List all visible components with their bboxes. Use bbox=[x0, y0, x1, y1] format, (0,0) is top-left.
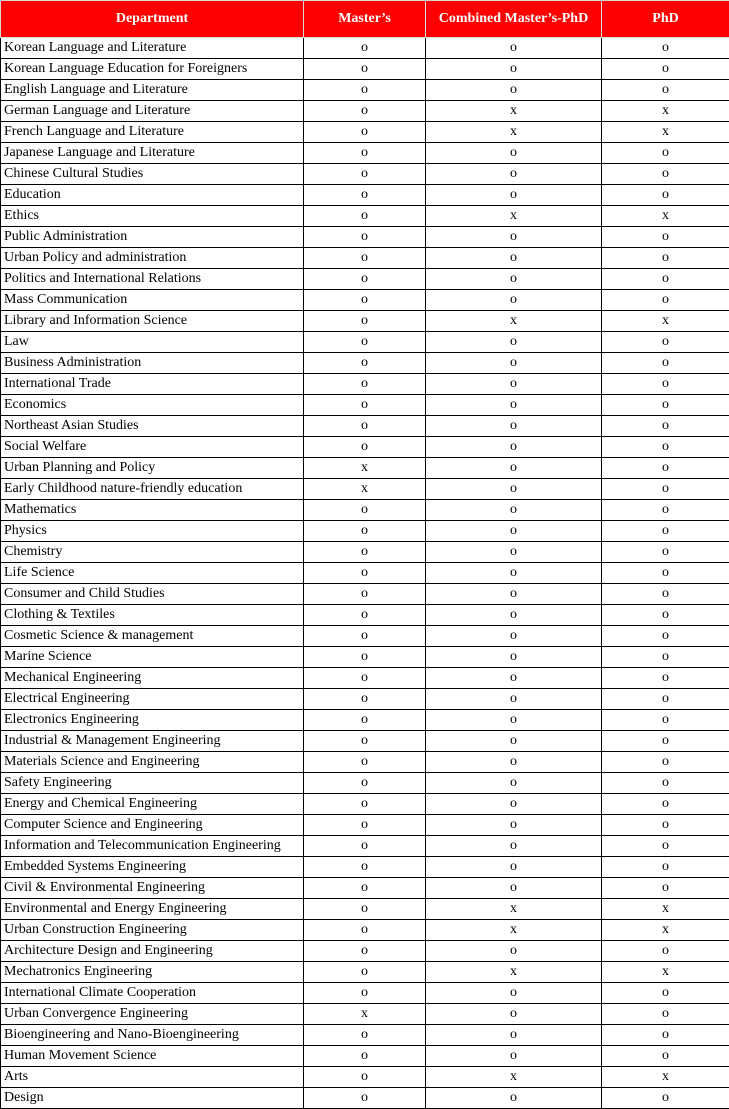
header-department: Department bbox=[1, 1, 304, 38]
cell-combined: x bbox=[426, 311, 602, 332]
cell-masters: o bbox=[304, 878, 426, 899]
cell-department: International Climate Cooperation bbox=[1, 983, 304, 1004]
cell-combined: x bbox=[426, 206, 602, 227]
cell-department: Clothing & Textiles bbox=[1, 605, 304, 626]
table-row bbox=[1, 584, 729, 605]
cell-masters: o bbox=[304, 227, 426, 248]
table-row bbox=[1, 941, 729, 962]
cell-combined: o bbox=[426, 1046, 602, 1067]
cell-department: Urban Planning and Policy bbox=[1, 458, 304, 479]
cell-masters: o bbox=[304, 311, 426, 332]
table-row bbox=[1, 59, 729, 80]
cell-phd: o bbox=[602, 1004, 729, 1025]
table-row bbox=[1, 311, 729, 332]
cell-masters: o bbox=[304, 500, 426, 521]
cell-department: Chinese Cultural Studies bbox=[1, 164, 304, 185]
cell-combined: o bbox=[426, 584, 602, 605]
cell-masters: o bbox=[304, 626, 426, 647]
cell-phd: x bbox=[602, 962, 729, 983]
cell-masters: o bbox=[304, 164, 426, 185]
cell-department: Civil & Environmental Engineering bbox=[1, 878, 304, 899]
cell-combined: x bbox=[426, 101, 602, 122]
cell-department: German Language and Literature bbox=[1, 101, 304, 122]
cell-masters: o bbox=[304, 1025, 426, 1046]
cell-combined: o bbox=[426, 668, 602, 689]
cell-combined: o bbox=[426, 752, 602, 773]
table-row bbox=[1, 878, 729, 899]
cell-phd: o bbox=[602, 458, 729, 479]
cell-combined: o bbox=[426, 290, 602, 311]
cell-masters: o bbox=[304, 773, 426, 794]
cell-masters: x bbox=[304, 1004, 426, 1025]
cell-masters: o bbox=[304, 185, 426, 206]
cell-phd: o bbox=[602, 983, 729, 1004]
table-row bbox=[1, 458, 729, 479]
cell-combined: o bbox=[426, 500, 602, 521]
cell-masters: o bbox=[304, 605, 426, 626]
header-phd: PhD bbox=[602, 1, 729, 38]
cell-combined: o bbox=[426, 563, 602, 584]
cell-combined: o bbox=[426, 521, 602, 542]
cell-phd: o bbox=[602, 332, 729, 353]
cell-department: English Language and Literature bbox=[1, 80, 304, 101]
cell-department: Electrical Engineering bbox=[1, 689, 304, 710]
cell-phd: x bbox=[602, 1067, 729, 1088]
cell-phd: o bbox=[602, 836, 729, 857]
cell-masters: x bbox=[304, 479, 426, 500]
cell-combined: o bbox=[426, 983, 602, 1004]
cell-combined: o bbox=[426, 164, 602, 185]
cell-department: Business Administration bbox=[1, 353, 304, 374]
cell-phd: o bbox=[602, 773, 729, 794]
cell-phd: x bbox=[602, 206, 729, 227]
cell-phd: o bbox=[602, 584, 729, 605]
table-row bbox=[1, 521, 729, 542]
header-row bbox=[1, 1, 729, 38]
cell-department: Physics bbox=[1, 521, 304, 542]
cell-masters: o bbox=[304, 899, 426, 920]
cell-department: Arts bbox=[1, 1067, 304, 1088]
cell-masters: o bbox=[304, 248, 426, 269]
cell-masters: o bbox=[304, 353, 426, 374]
cell-combined: o bbox=[426, 458, 602, 479]
cell-masters: o bbox=[304, 206, 426, 227]
cell-department: Life Science bbox=[1, 563, 304, 584]
table-row bbox=[1, 815, 729, 836]
cell-masters: o bbox=[304, 38, 426, 59]
cell-phd: o bbox=[602, 857, 729, 878]
table-row bbox=[1, 689, 729, 710]
table-row bbox=[1, 374, 729, 395]
cell-combined: o bbox=[426, 332, 602, 353]
cell-phd: o bbox=[602, 668, 729, 689]
cell-masters: o bbox=[304, 290, 426, 311]
cell-combined: o bbox=[426, 794, 602, 815]
header-combined: Combined Master’s-PhD bbox=[426, 1, 602, 38]
table-row bbox=[1, 479, 729, 500]
cell-department: Law bbox=[1, 332, 304, 353]
cell-phd: o bbox=[602, 731, 729, 752]
cell-combined: o bbox=[426, 710, 602, 731]
cell-department: Library and Information Science bbox=[1, 311, 304, 332]
cell-department: Consumer and Child Studies bbox=[1, 584, 304, 605]
cell-department: Safety Engineering bbox=[1, 773, 304, 794]
table-row bbox=[1, 647, 729, 668]
cell-masters: o bbox=[304, 941, 426, 962]
cell-phd: o bbox=[602, 542, 729, 563]
cell-department: Mathematics bbox=[1, 500, 304, 521]
cell-department: Electronics Engineering bbox=[1, 710, 304, 731]
table-row bbox=[1, 773, 729, 794]
cell-phd: o bbox=[602, 1025, 729, 1046]
cell-masters: o bbox=[304, 101, 426, 122]
cell-masters: o bbox=[304, 584, 426, 605]
cell-department: Cosmetic Science & management bbox=[1, 626, 304, 647]
table-row bbox=[1, 101, 729, 122]
cell-department: Early Childhood nature-friendly education bbox=[1, 479, 304, 500]
cell-combined: o bbox=[426, 836, 602, 857]
cell-masters: o bbox=[304, 857, 426, 878]
cell-masters: o bbox=[304, 710, 426, 731]
cell-phd: o bbox=[602, 626, 729, 647]
cell-phd: x bbox=[602, 122, 729, 143]
cell-phd: o bbox=[602, 374, 729, 395]
cell-phd: o bbox=[602, 563, 729, 584]
table-row bbox=[1, 1046, 729, 1067]
cell-department: Ethics bbox=[1, 206, 304, 227]
cell-department: Human Movement Science bbox=[1, 1046, 304, 1067]
cell-masters: o bbox=[304, 542, 426, 563]
table-row bbox=[1, 395, 729, 416]
cell-combined: o bbox=[426, 269, 602, 290]
cell-combined: o bbox=[426, 815, 602, 836]
cell-combined: o bbox=[426, 1088, 602, 1109]
cell-phd: o bbox=[602, 143, 729, 164]
table-row bbox=[1, 248, 729, 269]
cell-department: Urban Convergence Engineering bbox=[1, 1004, 304, 1025]
table-row bbox=[1, 920, 729, 941]
table-row bbox=[1, 143, 729, 164]
cell-masters: o bbox=[304, 752, 426, 773]
cell-masters: o bbox=[304, 689, 426, 710]
cell-phd: o bbox=[602, 752, 729, 773]
cell-phd: x bbox=[602, 311, 729, 332]
table-row bbox=[1, 710, 729, 731]
cell-masters: o bbox=[304, 815, 426, 836]
cell-combined: o bbox=[426, 437, 602, 458]
cell-masters: o bbox=[304, 1067, 426, 1088]
cell-phd: o bbox=[602, 59, 729, 80]
cell-masters: o bbox=[304, 983, 426, 1004]
cell-combined: o bbox=[426, 773, 602, 794]
table-row bbox=[1, 1088, 729, 1109]
table-row bbox=[1, 857, 729, 878]
cell-combined: o bbox=[426, 479, 602, 500]
cell-masters: o bbox=[304, 143, 426, 164]
table-row bbox=[1, 983, 729, 1004]
table-row bbox=[1, 1004, 729, 1025]
cell-masters: o bbox=[304, 668, 426, 689]
cell-phd: o bbox=[602, 815, 729, 836]
cell-combined: o bbox=[426, 1004, 602, 1025]
cell-combined: o bbox=[426, 605, 602, 626]
cell-department: Information and Telecommunication Engineering bbox=[1, 836, 304, 857]
cell-phd: o bbox=[602, 185, 729, 206]
table-row bbox=[1, 605, 729, 626]
cell-combined: o bbox=[426, 374, 602, 395]
cell-department: Chemistry bbox=[1, 542, 304, 563]
cell-phd: o bbox=[602, 437, 729, 458]
cell-department: Mechanical Engineering bbox=[1, 668, 304, 689]
cell-combined: x bbox=[426, 899, 602, 920]
cell-department: Industrial & Management Engineering bbox=[1, 731, 304, 752]
cell-masters: o bbox=[304, 416, 426, 437]
table-body bbox=[1, 38, 729, 1109]
cell-masters: o bbox=[304, 731, 426, 752]
table-row bbox=[1, 38, 729, 59]
cell-department: Urban Construction Engineering bbox=[1, 920, 304, 941]
cell-combined: o bbox=[426, 941, 602, 962]
cell-department: Urban Policy and administration bbox=[1, 248, 304, 269]
cell-combined: o bbox=[426, 626, 602, 647]
cell-phd: o bbox=[602, 710, 729, 731]
cell-phd: o bbox=[602, 248, 729, 269]
cell-combined: x bbox=[426, 962, 602, 983]
cell-phd: o bbox=[602, 416, 729, 437]
cell-department: Social Welfare bbox=[1, 437, 304, 458]
cell-phd: o bbox=[602, 500, 729, 521]
cell-masters: o bbox=[304, 794, 426, 815]
cell-masters: o bbox=[304, 1088, 426, 1109]
cell-department: Public Administration bbox=[1, 227, 304, 248]
table-row bbox=[1, 731, 729, 752]
cell-department: Korean Language and Literature bbox=[1, 38, 304, 59]
cell-department: Politics and International Relations bbox=[1, 269, 304, 290]
cell-department: Northeast Asian Studies bbox=[1, 416, 304, 437]
table-row bbox=[1, 185, 729, 206]
cell-masters: o bbox=[304, 962, 426, 983]
cell-masters: o bbox=[304, 521, 426, 542]
cell-department: Mass Communication bbox=[1, 290, 304, 311]
table-row bbox=[1, 290, 729, 311]
table-row bbox=[1, 437, 729, 458]
cell-department: Marine Science bbox=[1, 647, 304, 668]
cell-combined: o bbox=[426, 185, 602, 206]
cell-combined: o bbox=[426, 647, 602, 668]
table-row bbox=[1, 794, 729, 815]
cell-masters: o bbox=[304, 332, 426, 353]
cell-phd: o bbox=[602, 479, 729, 500]
cell-combined: o bbox=[426, 59, 602, 80]
cell-phd: x bbox=[602, 101, 729, 122]
cell-masters: o bbox=[304, 1046, 426, 1067]
header-masters: Master’s bbox=[304, 1, 426, 38]
cell-masters: o bbox=[304, 920, 426, 941]
cell-department: Education bbox=[1, 185, 304, 206]
table-row bbox=[1, 164, 729, 185]
cell-combined: o bbox=[426, 143, 602, 164]
cell-combined: o bbox=[426, 248, 602, 269]
table-row bbox=[1, 668, 729, 689]
cell-phd: o bbox=[602, 227, 729, 248]
cell-phd: o bbox=[602, 38, 729, 59]
cell-phd: o bbox=[602, 941, 729, 962]
cell-phd: o bbox=[602, 878, 729, 899]
cell-masters: o bbox=[304, 395, 426, 416]
table-row bbox=[1, 332, 729, 353]
cell-phd: o bbox=[602, 269, 729, 290]
table-header bbox=[1, 1, 729, 38]
cell-combined: o bbox=[426, 80, 602, 101]
cell-department: Design bbox=[1, 1088, 304, 1109]
cell-phd: o bbox=[602, 794, 729, 815]
cell-combined: x bbox=[426, 920, 602, 941]
cell-masters: o bbox=[304, 437, 426, 458]
cell-phd: o bbox=[602, 1046, 729, 1067]
cell-masters: o bbox=[304, 122, 426, 143]
cell-combined: x bbox=[426, 122, 602, 143]
table-row bbox=[1, 80, 729, 101]
cell-phd: o bbox=[602, 647, 729, 668]
cell-department: Korean Language Education for Foreigners bbox=[1, 59, 304, 80]
table-row bbox=[1, 353, 729, 374]
table-row bbox=[1, 1067, 729, 1088]
cell-department: Bioengineering and Nano-Bioengineering bbox=[1, 1025, 304, 1046]
table-row bbox=[1, 1025, 729, 1046]
cell-phd: o bbox=[602, 164, 729, 185]
cell-department: Materials Science and Engineering bbox=[1, 752, 304, 773]
cell-department: Computer Science and Engineering bbox=[1, 815, 304, 836]
table-row bbox=[1, 542, 729, 563]
table-row bbox=[1, 752, 729, 773]
cell-masters: o bbox=[304, 647, 426, 668]
cell-masters: o bbox=[304, 836, 426, 857]
cell-combined: o bbox=[426, 395, 602, 416]
table-row bbox=[1, 836, 729, 857]
cell-phd: o bbox=[602, 1088, 729, 1109]
cell-phd: o bbox=[602, 395, 729, 416]
cell-department: Economics bbox=[1, 395, 304, 416]
table-row bbox=[1, 269, 729, 290]
table-row bbox=[1, 416, 729, 437]
cell-masters: o bbox=[304, 563, 426, 584]
cell-phd: o bbox=[602, 353, 729, 374]
cell-department: Embedded Systems Engineering bbox=[1, 857, 304, 878]
cell-combined: x bbox=[426, 1067, 602, 1088]
table-row bbox=[1, 500, 729, 521]
cell-masters: o bbox=[304, 59, 426, 80]
cell-combined: o bbox=[426, 731, 602, 752]
cell-phd: o bbox=[602, 80, 729, 101]
cell-masters: o bbox=[304, 269, 426, 290]
cell-combined: o bbox=[426, 542, 602, 563]
cell-department: Architecture Design and Engineering bbox=[1, 941, 304, 962]
cell-combined: o bbox=[426, 416, 602, 437]
table-row bbox=[1, 626, 729, 647]
cell-department: Japanese Language and Literature bbox=[1, 143, 304, 164]
cell-department: Mechatronics Engineering bbox=[1, 962, 304, 983]
cell-masters: o bbox=[304, 374, 426, 395]
cell-department: French Language and Literature bbox=[1, 122, 304, 143]
cell-combined: o bbox=[426, 38, 602, 59]
table-row bbox=[1, 122, 729, 143]
cell-combined: o bbox=[426, 227, 602, 248]
cell-combined: o bbox=[426, 689, 602, 710]
cell-department: International Trade bbox=[1, 374, 304, 395]
cell-combined: o bbox=[426, 1025, 602, 1046]
cell-phd: x bbox=[602, 920, 729, 941]
cell-phd: o bbox=[602, 605, 729, 626]
cell-combined: o bbox=[426, 353, 602, 374]
cell-masters: o bbox=[304, 80, 426, 101]
cell-phd: x bbox=[602, 899, 729, 920]
cell-phd: o bbox=[602, 521, 729, 542]
table-row bbox=[1, 563, 729, 584]
cell-masters: x bbox=[304, 458, 426, 479]
cell-phd: o bbox=[602, 689, 729, 710]
cell-department: Environmental and Energy Engineering bbox=[1, 899, 304, 920]
table-row bbox=[1, 227, 729, 248]
table-row bbox=[1, 206, 729, 227]
cell-department: Energy and Chemical Engineering bbox=[1, 794, 304, 815]
table-row bbox=[1, 962, 729, 983]
cell-phd: o bbox=[602, 290, 729, 311]
cell-combined: o bbox=[426, 878, 602, 899]
table-row bbox=[1, 899, 729, 920]
cell-combined: o bbox=[426, 857, 602, 878]
